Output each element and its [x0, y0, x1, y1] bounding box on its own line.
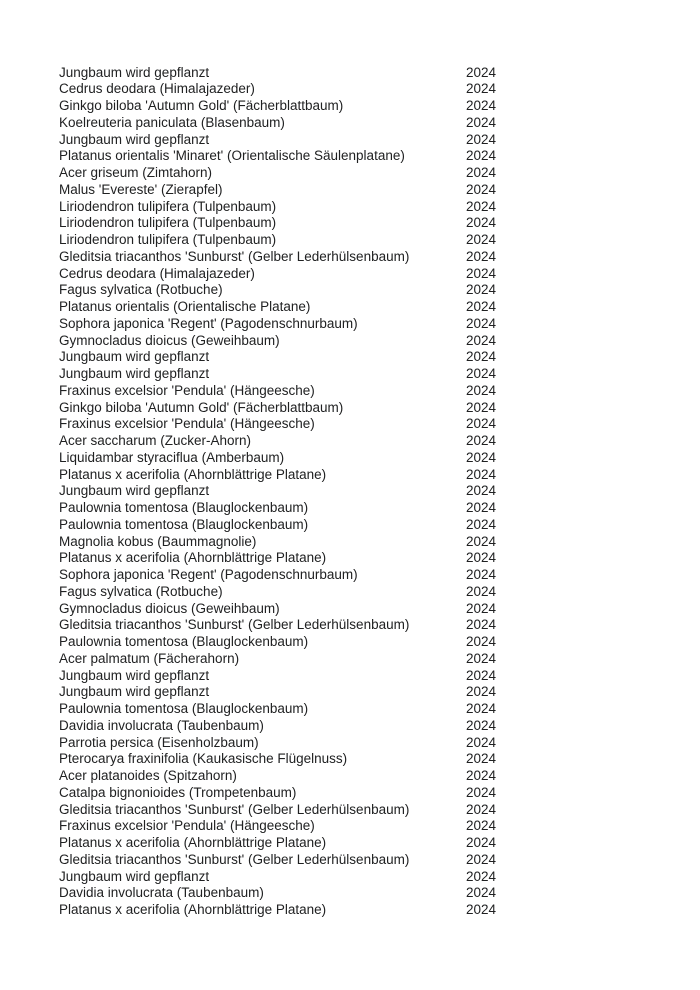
list-row — [0, 450, 700, 467]
planting-year: 2024 — [466, 500, 497, 515]
planting-year: 2024 — [466, 98, 497, 113]
planting-year: 2024 — [466, 516, 497, 532]
tree-name: Paulownia tomentosa (Blauglockenbaum) — [59, 516, 309, 532]
planting-year: 2024 — [466, 332, 497, 348]
tree-name: Gymnocladus dioicus (Geweihbaum) — [59, 600, 280, 616]
list-row — [0, 232, 700, 249]
list-row — [0, 299, 700, 316]
planting-year: 2024 — [466, 265, 497, 281]
list-row — [0, 651, 700, 668]
tree-name: Platanus x acerifolia (Ahornblättrige Platane) — [59, 550, 327, 566]
planting-year: 2024 — [466, 165, 497, 180]
tree-name: Gleditsia triacanthos 'Sunburst' (Gelber Lederhülsenbaum) — [59, 617, 410, 633]
planting-year: 2024 — [466, 818, 497, 834]
list-row — [0, 115, 700, 132]
planting-year: 2024 — [466, 734, 497, 750]
tree-name: Liriodendron tulipifera (Tulpenbaum) — [59, 198, 277, 214]
list-row — [0, 282, 700, 299]
tree-name: Parrotia persica (Eisenholzbaum) — [59, 734, 259, 750]
tree-name: Cedrus deodara (Himalajazeder) — [59, 265, 255, 281]
tree-name: Gleditsia triacanthos 'Sunburst' (Gelber Lederhülsenbaum) — [59, 851, 410, 867]
planting-year: 2024 — [466, 650, 497, 666]
list-row — [0, 500, 700, 517]
planting-year: 2024 — [466, 851, 497, 867]
tree-name: Acer platanoides (Spitzahorn) — [59, 768, 237, 783]
list-row — [0, 81, 700, 98]
list-row — [0, 869, 700, 886]
list-row — [0, 517, 700, 534]
list-row — [0, 349, 700, 366]
tree-name: Jungbaum wird gepflanzt — [59, 349, 210, 365]
planting-year: 2024 — [466, 902, 497, 917]
planting-year: 2024 — [466, 232, 497, 247]
planting-year: 2024 — [466, 81, 497, 97]
tree-name: Liquidambar styraciflua (Amberbaum) — [59, 449, 285, 465]
list-row — [0, 316, 700, 333]
planting-year: 2024 — [466, 784, 497, 800]
list-row — [0, 802, 700, 819]
tree-name: Fagus sylvatica (Rotbuche) — [59, 282, 223, 298]
list-row — [0, 383, 700, 400]
list-row — [0, 668, 700, 685]
list-row — [0, 567, 700, 584]
planting-year: 2024 — [466, 600, 497, 616]
tree-name: Fraxinus excelsior 'Pendula' (Hängeesche) — [59, 416, 315, 432]
tree-name: Platanus x acerifolia (Ahornblättrige Platane) — [59, 902, 327, 917]
planting-year: 2024 — [466, 315, 497, 331]
list-row — [0, 718, 700, 735]
planting-year: 2024 — [466, 634, 497, 649]
tree-name: Paulownia tomentosa (Blauglockenbaum) — [59, 634, 309, 649]
tree-name: Jungbaum wird gepflanzt — [59, 684, 210, 700]
planting-year: 2024 — [466, 550, 497, 566]
list-row — [0, 852, 700, 869]
planting-year: 2024 — [466, 483, 497, 499]
tree-name: Jungbaum wird gepflanzt — [59, 667, 210, 683]
planting-year: 2024 — [466, 399, 497, 415]
list-row — [0, 400, 700, 417]
planting-year: 2024 — [466, 131, 497, 147]
planting-year: 2024 — [466, 382, 497, 398]
planting-year: 2024 — [466, 198, 497, 214]
tree-name: Platanus x acerifolia (Ahornblättrige Platane) — [59, 466, 327, 482]
planting-year: 2024 — [466, 768, 497, 783]
tree-name: Catalpa bignonioides (Trompetenbaum) — [59, 784, 297, 800]
list-row — [0, 768, 700, 785]
planting-year: 2024 — [466, 449, 497, 465]
planting-year: 2024 — [466, 299, 497, 314]
list-row — [0, 751, 700, 768]
planting-year: 2024 — [466, 64, 497, 80]
list-row — [0, 165, 700, 182]
planting-year: 2024 — [466, 282, 497, 298]
tree-name: Liriodendron tulipifera (Tulpenbaum) — [59, 215, 277, 231]
tree-name: Paulownia tomentosa (Blauglockenbaum) — [59, 701, 309, 716]
tree-name: Pterocarya fraxinifolia (Kaukasische Flügelnuss) — [59, 751, 348, 767]
planting-year: 2024 — [466, 617, 497, 633]
planting-year: 2024 — [466, 885, 497, 901]
list-row — [0, 182, 700, 199]
tree-name: Jungbaum wird gepflanzt — [59, 483, 210, 499]
tree-name: Jungbaum wird gepflanzt — [59, 131, 210, 147]
list-row — [0, 902, 700, 919]
tree-name: Platanus orientalis 'Minaret' (Orientalische Säulenplatane) — [59, 148, 405, 164]
planting-year: 2024 — [466, 583, 497, 599]
list-row — [0, 550, 700, 567]
tree-name: Jungbaum wird gepflanzt — [59, 64, 210, 80]
tree-name: Acer saccharum (Zucker-Ahorn) — [59, 433, 252, 448]
list-row — [0, 835, 700, 852]
list-row — [0, 416, 700, 433]
tree-name: Gymnocladus dioicus (Geweihbaum) — [59, 332, 280, 348]
list-row — [0, 483, 700, 500]
planting-year: 2024 — [466, 684, 497, 700]
list-row — [0, 65, 700, 82]
planting-year: 2024 — [466, 181, 497, 197]
tree-name: Acer griseum (Zimtahorn) — [59, 165, 213, 180]
tree-name: Fraxinus excelsior 'Pendula' (Hängeesche) — [59, 818, 315, 834]
tree-name: Gleditsia triacanthos 'Sunburst' (Gelber Lederhülsenbaum) — [59, 801, 410, 817]
planting-year: 2024 — [466, 667, 497, 683]
list-row — [0, 818, 700, 835]
tree-name: Platanus orientalis (Orientalische Platane) — [59, 299, 311, 314]
planting-year: 2024 — [466, 801, 497, 817]
planting-year: 2024 — [466, 567, 497, 582]
planting-year: 2024 — [466, 466, 497, 482]
planting-year: 2024 — [466, 416, 497, 432]
list-row — [0, 617, 700, 634]
tree-name: Paulownia tomentosa (Blauglockenbaum) — [59, 500, 309, 515]
list-row — [0, 98, 700, 115]
list-row — [0, 701, 700, 718]
list-row — [0, 215, 700, 232]
list-row — [0, 366, 700, 383]
tree-name: Ginkgo biloba 'Autumn Gold' (Fächerblattbaum) — [59, 399, 344, 415]
planting-year: 2024 — [466, 433, 497, 448]
tree-name: Sophora japonica 'Regent' (Pagodenschnurbaum) — [59, 567, 358, 582]
list-row — [0, 534, 700, 551]
tree-name: Davidia involucrata (Taubenbaum) — [59, 717, 264, 733]
tree-name: Davidia involucrata (Taubenbaum) — [59, 885, 264, 901]
planting-year: 2024 — [466, 717, 497, 733]
list-row — [0, 785, 700, 802]
tree-name: Malus 'Evereste' (Zierapfel) — [59, 181, 223, 197]
tree-name: Koelreuteria paniculata (Blasenbaum) — [59, 114, 285, 130]
tree-name: Fraxinus excelsior 'Pendula' (Hängeesche) — [59, 382, 315, 398]
tree-name: Cedrus deodara (Himalajazeder) — [59, 81, 255, 97]
tree-name: Jungbaum wird gepflanzt — [59, 868, 210, 884]
planting-year: 2024 — [466, 533, 497, 549]
list-row — [0, 584, 700, 601]
planting-year: 2024 — [466, 248, 497, 264]
list-row — [0, 249, 700, 266]
list-row — [0, 684, 700, 701]
planting-year: 2024 — [466, 701, 497, 716]
list-row — [0, 333, 700, 350]
tree-name: Platanus x acerifolia (Ahornblättrige Platane) — [59, 835, 327, 850]
list-row — [0, 634, 700, 651]
list-row — [0, 148, 700, 165]
tree-name: Fagus sylvatica (Rotbuche) — [59, 583, 223, 599]
tree-name: Ginkgo biloba 'Autumn Gold' (Fächerblattbaum) — [59, 98, 344, 113]
planting-year: 2024 — [466, 349, 497, 365]
planting-year: 2024 — [466, 868, 497, 884]
planting-year: 2024 — [466, 114, 497, 130]
planting-year: 2024 — [466, 215, 497, 231]
list-row — [0, 199, 700, 216]
list-row — [0, 266, 700, 283]
tree-name: Liriodendron tulipifera (Tulpenbaum) — [59, 232, 277, 247]
tree-name: Jungbaum wird gepflanzt — [59, 366, 210, 381]
list-row — [0, 433, 700, 450]
list-row — [0, 467, 700, 484]
list-row — [0, 601, 700, 618]
list-row — [0, 885, 700, 902]
planting-year: 2024 — [466, 148, 497, 164]
planting-year: 2024 — [466, 751, 497, 767]
tree-name: Gleditsia triacanthos 'Sunburst' (Gelber Lederhülsenbaum) — [59, 248, 410, 264]
list-row — [0, 132, 700, 149]
tree-name: Acer palmatum (Fächerahorn) — [59, 650, 240, 666]
tree-planting-list — [0, 65, 700, 919]
tree-name: Sophora japonica 'Regent' (Pagodenschnurbaum) — [59, 315, 358, 331]
list-row — [0, 735, 700, 752]
planting-year: 2024 — [466, 366, 497, 381]
planting-year: 2024 — [466, 835, 497, 850]
tree-name: Magnolia kobus (Baummagnolie) — [59, 533, 257, 549]
